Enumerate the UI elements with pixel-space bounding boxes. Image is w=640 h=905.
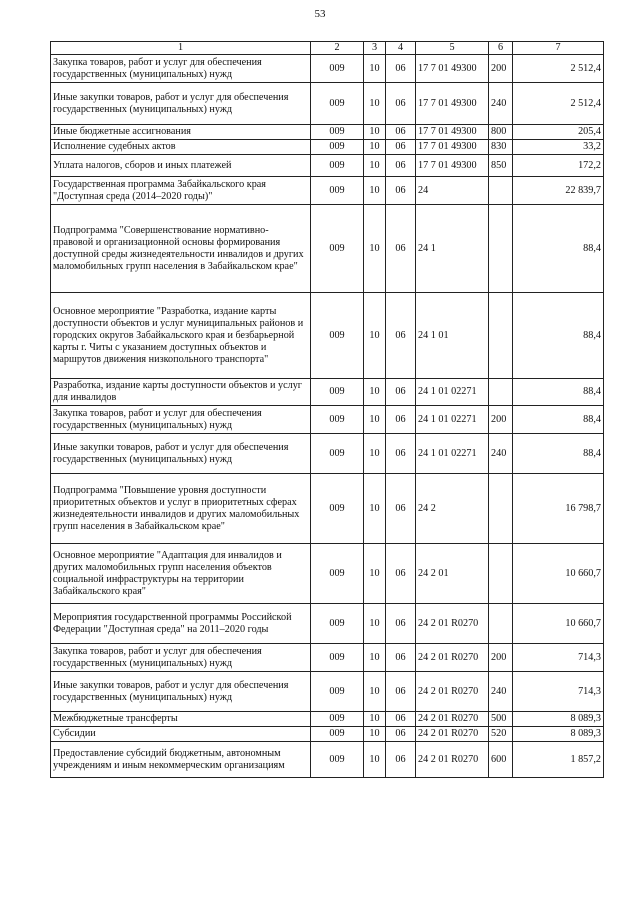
subsection-code: 06 bbox=[386, 727, 416, 742]
ministry-code: 009 bbox=[311, 727, 364, 742]
target-article-code: 17 7 01 49300 bbox=[416, 55, 489, 83]
amount: 205,4 bbox=[513, 125, 604, 140]
table-row bbox=[51, 83, 604, 125]
expense-type-code: 200 bbox=[489, 55, 513, 83]
target-article-code: 24 1 01 02271 bbox=[416, 434, 489, 474]
header-cell: 6 bbox=[489, 42, 513, 55]
amount: 2 512,4 bbox=[513, 83, 604, 125]
subsection-code: 06 bbox=[386, 125, 416, 140]
expense-type-code bbox=[489, 293, 513, 379]
table-row bbox=[51, 55, 604, 83]
subsection-code: 06 bbox=[386, 379, 416, 406]
section-code: 10 bbox=[364, 177, 386, 205]
section-code: 10 bbox=[364, 434, 386, 474]
subsection-code: 06 bbox=[386, 293, 416, 379]
expense-type-code: 200 bbox=[489, 406, 513, 434]
expense-type-code: 600 bbox=[489, 742, 513, 778]
budget-item-name: Основное мероприятие "Разработка, издание карты доступности объектов и услуг муниципальных районов и городских округов Забайкальского края и безбарьерной карты г. Читы с указанием доступных объектов и маршрутов движения низкопольного транспорта" bbox=[51, 293, 311, 379]
subsection-code: 06 bbox=[386, 55, 416, 83]
header-cell: 2 bbox=[311, 42, 364, 55]
table-row bbox=[51, 205, 604, 293]
subsection-code: 06 bbox=[386, 604, 416, 644]
ministry-code: 009 bbox=[311, 474, 364, 544]
target-article-code: 24 2 01 R0270 bbox=[416, 742, 489, 778]
target-article-code: 24 bbox=[416, 177, 489, 205]
amount: 16 798,7 bbox=[513, 474, 604, 544]
target-article-code: 17 7 01 49300 bbox=[416, 83, 489, 125]
expense-type-code: 520 bbox=[489, 727, 513, 742]
section-code: 10 bbox=[364, 644, 386, 672]
table-row bbox=[51, 177, 604, 205]
page-number: 53 bbox=[314, 8, 326, 20]
target-article-code: 17 7 01 49300 bbox=[416, 140, 489, 155]
amount: 8 089,3 bbox=[513, 727, 604, 742]
section-code: 10 bbox=[364, 155, 386, 177]
target-article-code: 24 2 bbox=[416, 474, 489, 544]
expense-type-code bbox=[489, 544, 513, 604]
expense-type-code: 800 bbox=[489, 125, 513, 140]
budget-item-name: Иные закупки товаров, работ и услуг для обеспечения государственных (муниципальных) нужд bbox=[51, 83, 311, 125]
header-cell: 5 bbox=[416, 42, 489, 55]
target-article-code: 17 7 01 49300 bbox=[416, 155, 489, 177]
header-cell: 1 bbox=[51, 42, 311, 55]
subsection-code: 06 bbox=[386, 742, 416, 778]
expense-type-code: 200 bbox=[489, 644, 513, 672]
amount: 714,3 bbox=[513, 644, 604, 672]
table-row bbox=[51, 544, 604, 604]
expense-type-code: 830 bbox=[489, 140, 513, 155]
subsection-code: 06 bbox=[386, 177, 416, 205]
section-code: 10 bbox=[364, 742, 386, 778]
ministry-code: 009 bbox=[311, 742, 364, 778]
amount: 172,2 bbox=[513, 155, 604, 177]
ministry-code: 009 bbox=[311, 379, 364, 406]
section-code: 10 bbox=[364, 205, 386, 293]
ministry-code: 009 bbox=[311, 155, 364, 177]
ministry-code: 009 bbox=[311, 177, 364, 205]
section-code: 10 bbox=[364, 544, 386, 604]
amount: 8 089,3 bbox=[513, 712, 604, 727]
budget-item-name: Иные закупки товаров, работ и услуг для обеспечения государственных (муниципальных) нужд bbox=[51, 672, 311, 712]
table-row bbox=[51, 644, 604, 672]
budget-item-name: Предоставление субсидий бюджетным, автономным учреждениям и иным некоммерческим организациям bbox=[51, 742, 311, 778]
header-cell: 4 bbox=[386, 42, 416, 55]
header-row bbox=[51, 42, 604, 55]
subsection-code: 06 bbox=[386, 83, 416, 125]
ministry-code: 009 bbox=[311, 406, 364, 434]
budget-item-name: Закупка товаров, работ и услуг для обеспечения государственных (муниципальных) нужд bbox=[51, 406, 311, 434]
header-cell: 3 bbox=[364, 42, 386, 55]
section-code: 10 bbox=[364, 83, 386, 125]
subsection-code: 06 bbox=[386, 672, 416, 712]
expense-type-code bbox=[489, 205, 513, 293]
ministry-code: 009 bbox=[311, 293, 364, 379]
budget-item-name: Мероприятия государственной программы Российской Федерации "Доступная среда" на 2011–2020 годы bbox=[51, 604, 311, 644]
table-row bbox=[51, 474, 604, 544]
budget-item-name: Закупка товаров, работ и услуг для обеспечения государственных (муниципальных) нужд bbox=[51, 55, 311, 83]
amount: 10 660,7 bbox=[513, 604, 604, 644]
amount: 1 857,2 bbox=[513, 742, 604, 778]
section-code: 10 bbox=[364, 406, 386, 434]
amount: 22 839,7 bbox=[513, 177, 604, 205]
ministry-code: 009 bbox=[311, 712, 364, 727]
table-row bbox=[51, 293, 604, 379]
table-row bbox=[51, 672, 604, 712]
table-row bbox=[51, 712, 604, 727]
ministry-code: 009 bbox=[311, 644, 364, 672]
target-article-code: 24 1 01 02271 bbox=[416, 379, 489, 406]
target-article-code: 24 2 01 R0270 bbox=[416, 672, 489, 712]
budget-item-name: Разработка, издание карты доступности объектов и услуг для инвалидов bbox=[51, 379, 311, 406]
section-code: 10 bbox=[364, 727, 386, 742]
table-row bbox=[51, 604, 604, 644]
ministry-code: 009 bbox=[311, 205, 364, 293]
subsection-code: 06 bbox=[386, 434, 416, 474]
target-article-code: 17 7 01 49300 bbox=[416, 125, 489, 140]
ministry-code: 009 bbox=[311, 140, 364, 155]
amount: 2 512,4 bbox=[513, 55, 604, 83]
amount: 714,3 bbox=[513, 672, 604, 712]
target-article-code: 24 2 01 R0270 bbox=[416, 604, 489, 644]
header-cell: 7 bbox=[513, 42, 604, 55]
subsection-code: 06 bbox=[386, 406, 416, 434]
target-article-code: 24 2 01 R0270 bbox=[416, 727, 489, 742]
table-row bbox=[51, 125, 604, 140]
expense-type-code bbox=[489, 177, 513, 205]
target-article-code: 24 1 bbox=[416, 205, 489, 293]
budget-item-name: Уплата налогов, сборов и иных платежей bbox=[51, 155, 311, 177]
target-article-code: 24 2 01 bbox=[416, 544, 489, 604]
subsection-code: 06 bbox=[386, 140, 416, 155]
ministry-code: 009 bbox=[311, 672, 364, 712]
amount: 88,4 bbox=[513, 205, 604, 293]
expense-type-code bbox=[489, 379, 513, 406]
table-row bbox=[51, 155, 604, 177]
section-code: 10 bbox=[364, 293, 386, 379]
budget-item-name: Закупка товаров, работ и услуг для обеспечения государственных (муниципальных) нужд bbox=[51, 644, 311, 672]
subsection-code: 06 bbox=[386, 644, 416, 672]
target-article-code: 24 2 01 R0270 bbox=[416, 644, 489, 672]
amount: 33,2 bbox=[513, 140, 604, 155]
table-row bbox=[51, 434, 604, 474]
budget-item-name: Исполнение судебных актов bbox=[51, 140, 311, 155]
amount: 88,4 bbox=[513, 434, 604, 474]
section-code: 10 bbox=[364, 125, 386, 140]
budget-item-name: Иные бюджетные ассигнования bbox=[51, 125, 311, 140]
budget-item-name: Основное мероприятие "Адаптация для инвалидов и других маломобильных групп населения объектов социальной инфраструктуры на территории Забайкальского края" bbox=[51, 544, 311, 604]
ministry-code: 009 bbox=[311, 544, 364, 604]
section-code: 10 bbox=[364, 672, 386, 712]
table-row bbox=[51, 406, 604, 434]
expense-type-code bbox=[489, 604, 513, 644]
budget-item-name: Субсидии bbox=[51, 727, 311, 742]
budget-table bbox=[50, 41, 604, 778]
section-code: 10 bbox=[364, 379, 386, 406]
ministry-code: 009 bbox=[311, 55, 364, 83]
budget-item-name: Государственная программа Забайкальского края "Доступная среда (2014–2020 годы)" bbox=[51, 177, 311, 205]
section-code: 10 bbox=[364, 55, 386, 83]
table-row bbox=[51, 140, 604, 155]
expense-type-code: 850 bbox=[489, 155, 513, 177]
budget-item-name: Межбюджетные трансферты bbox=[51, 712, 311, 727]
subsection-code: 06 bbox=[386, 712, 416, 727]
budget-item-name: Подпрограмма "Совершенствование нормативно-правовой и организационной основы формирования доступной среды жизнедеятельности инвалидов и других маломобильных групп населения в Забайкальском крае" bbox=[51, 205, 311, 293]
ministry-code: 009 bbox=[311, 83, 364, 125]
budget-item-name: Подпрограмма "Повышение уровня доступности приоритетных объектов и услуг в приоритетных сферах жизнедеятельности инвалидов и других маломобильных групп населения в Забайкальском крае" bbox=[51, 474, 311, 544]
subsection-code: 06 bbox=[386, 474, 416, 544]
amount: 10 660,7 bbox=[513, 544, 604, 604]
table-row bbox=[51, 742, 604, 778]
subsection-code: 06 bbox=[386, 155, 416, 177]
expense-type-code: 240 bbox=[489, 672, 513, 712]
amount: 88,4 bbox=[513, 379, 604, 406]
section-code: 10 bbox=[364, 604, 386, 644]
table-row bbox=[51, 379, 604, 406]
ministry-code: 009 bbox=[311, 434, 364, 474]
budget-item-name: Иные закупки товаров, работ и услуг для обеспечения государственных (муниципальных) нужд bbox=[51, 434, 311, 474]
ministry-code: 009 bbox=[311, 604, 364, 644]
expense-type-code bbox=[489, 474, 513, 544]
expense-type-code: 240 bbox=[489, 434, 513, 474]
target-article-code: 24 2 01 R0270 bbox=[416, 712, 489, 727]
target-article-code: 24 1 01 02271 bbox=[416, 406, 489, 434]
subsection-code: 06 bbox=[386, 544, 416, 604]
section-code: 10 bbox=[364, 140, 386, 155]
section-code: 10 bbox=[364, 474, 386, 544]
expense-type-code: 240 bbox=[489, 83, 513, 125]
amount: 88,4 bbox=[513, 293, 604, 379]
table-row bbox=[51, 727, 604, 742]
section-code: 10 bbox=[364, 712, 386, 727]
target-article-code: 24 1 01 bbox=[416, 293, 489, 379]
subsection-code: 06 bbox=[386, 205, 416, 293]
ministry-code: 009 bbox=[311, 125, 364, 140]
expense-type-code: 500 bbox=[489, 712, 513, 727]
amount: 88,4 bbox=[513, 406, 604, 434]
